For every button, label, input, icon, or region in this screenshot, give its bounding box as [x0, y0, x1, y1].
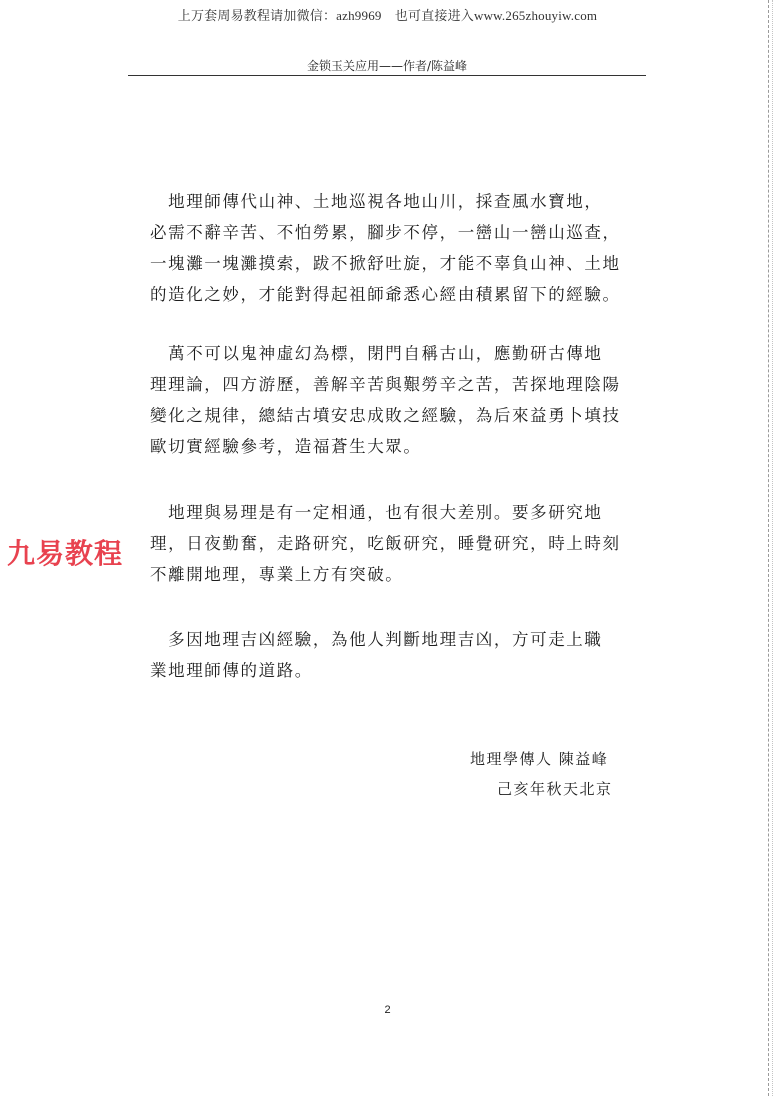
header-divider — [128, 75, 646, 76]
paragraph-line: 多因地理吉凶經驗，為他人判斷地理吉凶，方可走上職 — [150, 630, 603, 649]
watermark-logo: 九易教程 — [7, 537, 124, 570]
scan-edge-line — [768, 0, 769, 1096]
paragraph-line: 業地理師傳的道路。 — [150, 661, 313, 680]
top-banner: 上万套周易教程请加微信：azh9969 也可直接进入www.265zhouyiw.com — [177, 8, 598, 23]
paragraph-line: 地理與易理是有一定相通，也有很大差別。要多研究地 — [150, 503, 603, 522]
page-number: 2 — [384, 1004, 391, 1016]
paragraph-1 — [150, 186, 620, 310]
paragraph-line: 不離開地理，專業上方有突破。 — [150, 565, 404, 584]
paragraph-4 — [150, 624, 620, 686]
page-header-title: 金锁玉关应用——作者/陈益峰 — [306, 59, 468, 73]
paragraph-line: 的造化之妙，才能對得起祖師爺悉心經由積累留下的經驗。 — [150, 285, 621, 304]
paragraph-line: 地理師傳代山神、土地巡視各地山川，採查風水寶地， — [150, 192, 603, 211]
paragraph-line: 理，日夜勤奮，走路研究，吃飯研究，睡覺研究，時上時刻 — [150, 534, 621, 553]
paragraph-line: 必需不辭辛苦、不怕勞累，腳步不停，一巒山一巒山巡查， — [150, 223, 621, 242]
paragraph-line: 理理論，四方游歷，善解辛苦與艱勞辛之苦，苦探地理陰陽 — [150, 375, 621, 394]
paragraph-3 — [150, 497, 620, 590]
paragraph-line: 歐切實經驗參考，造福蒼生大眾。 — [150, 437, 422, 456]
signature-author: 地理學傳人 陳益峰 — [470, 750, 609, 768]
paragraph-line: 萬不可以鬼神虛幻為標，閉門自稱古山，應勤研古傳地 — [150, 344, 603, 363]
signature-date: 己亥年秋天北京 — [497, 780, 613, 798]
paragraph-2 — [150, 338, 620, 462]
scan-edge-line — [772, 0, 773, 1096]
paragraph-line: 一塊灘一塊灘摸索，跋不掀舒吐旋，才能不辜負山神、土地 — [150, 254, 621, 273]
paragraph-line: 變化之規律，總結古墳安忠成敗之經驗，為后來益勇卜填技 — [150, 406, 621, 425]
